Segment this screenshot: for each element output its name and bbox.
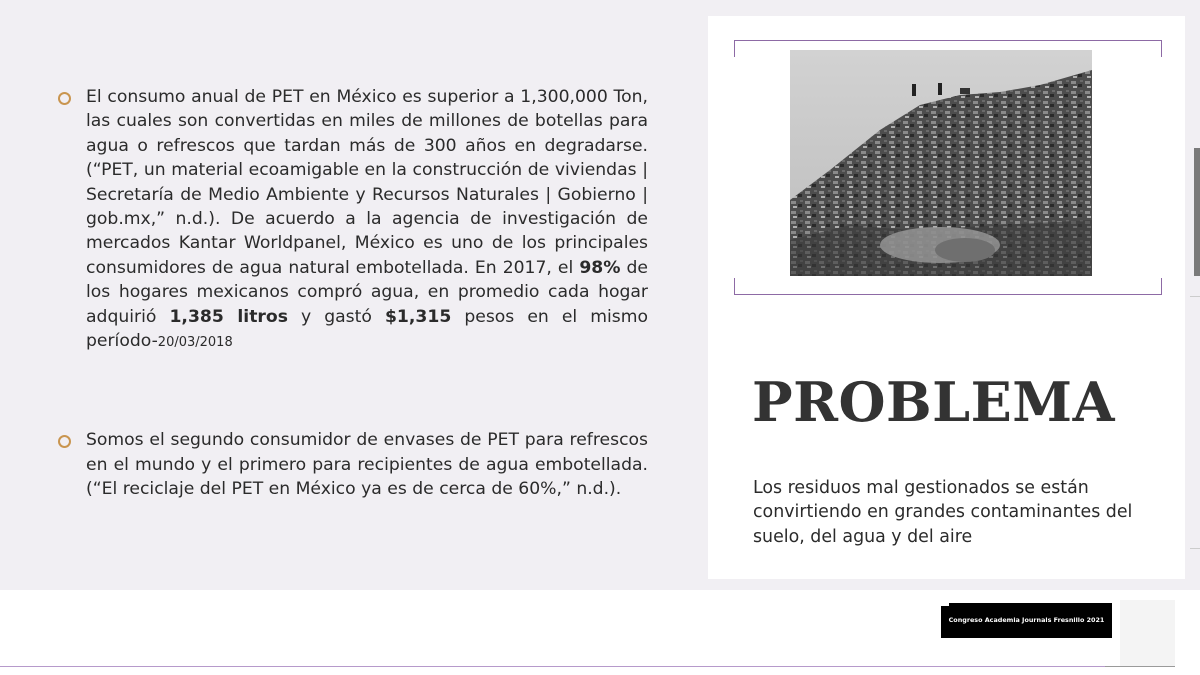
- problem-title: PROBLEMA: [752, 370, 1115, 434]
- landfill-photo: [790, 50, 1092, 276]
- badge-tick: [941, 603, 949, 606]
- bullet-text: [86, 85, 648, 355]
- footer-fade: [1120, 600, 1175, 666]
- circle-bullet-icon: [58, 435, 71, 448]
- next-slide-edge-preview: [1194, 148, 1200, 276]
- bullet-list: [58, 85, 648, 502]
- frame-bottom-bracket: [734, 278, 1162, 295]
- bold-stat-households: 98%: [579, 257, 621, 278]
- footer-line: [0, 666, 1105, 667]
- text-segment: El consumo anual de PET en México es superior a 1,300,000 Ton, las cuales son convertidas en miles de millones de botellas para agua o refrescos que tardan más de 300 años en degradarse. (“PET, un material ecoamigable en la construcción de viviendas | Secretaría de Medio Ambiente y Recursos Naturales | Gobierno | gob.mx,” n.d.). De acuerdo a la agencia de investigación de mercados Kantar Worldpanel, México es uno de los principales consumidores de agua natural embotellada. En 2017, el: [86, 87, 648, 278]
- bold-stat-liters: 1,385 litros: [169, 306, 288, 327]
- landfill-photo-icon: [790, 50, 1092, 276]
- bold-stat-spending: $1,315: [384, 306, 452, 327]
- text-segment: de los hogares mexicanos compró agua, en promedio cada hogar adquirió: [86, 257, 648, 327]
- bullet-item-ranking: [58, 428, 648, 501]
- text-segment: pesos en el mismo período-: [86, 306, 649, 352]
- problem-description: Los residuos mal gestionados se están convirtiendo en grandes contaminantes del suelo, del agua y del aire: [753, 478, 1133, 547]
- text-segment: y gastó: [287, 306, 385, 327]
- bullet-item-consumption: [58, 85, 648, 355]
- circle-bullet-icon: [58, 92, 71, 105]
- conference-badge: Congreso Academia Journals Fresnillo 2021: [941, 603, 1112, 638]
- edge-divider: [1190, 296, 1200, 297]
- problem-card: [708, 16, 1185, 579]
- source-date: 20/03/2018: [157, 335, 233, 351]
- bullet-text: Somos el segundo consumidor de envases de PET para refrescos en el mundo y el primero para recipientes de agua embotellada. (“El reciclaje del PET en México ya es de cerca de 60%,” n.d.).: [86, 430, 648, 500]
- edge-divider: [1190, 548, 1200, 549]
- footer-line-right: [1105, 666, 1175, 667]
